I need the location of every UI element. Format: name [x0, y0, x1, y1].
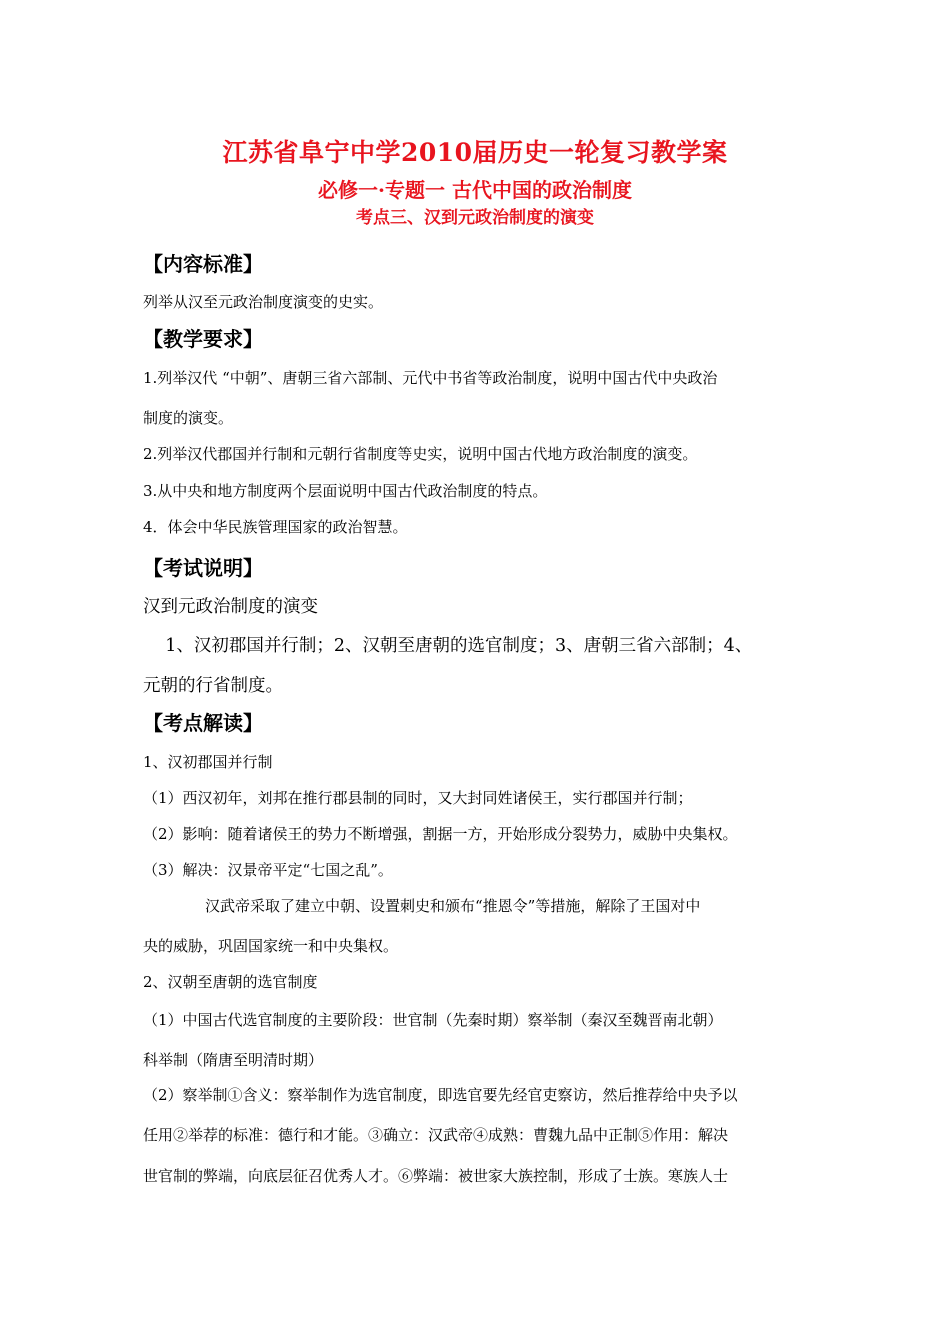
key-point-line: 科举制（隋唐至明清时期）	[143, 1051, 324, 1069]
key-point-line: （2）察举制①含义：察举制作为选官制度，即选官要先经官吏察访，然后推荐给中央予以	[143, 1086, 738, 1104]
key-point-line: 1、汉初郡国并行制	[143, 753, 273, 771]
requirement-line: 1.列举汉代 “中朝”、唐朝三省六部制、元代中书省等政治制度，说明中国古代中央政治	[143, 369, 718, 387]
heading-teaching-requirements: 【教学要求】	[143, 327, 263, 351]
key-point-line: （2）影响：随着诸侯王的势力不断增强，割据一方，开始形成分裂势力，威胁中央集权。	[143, 825, 738, 843]
heading-exam-notes: 【考试说明】	[143, 556, 263, 580]
document-topic: 考点三、汉到元政治制度的演变	[356, 208, 594, 228]
requirement-line: 4．体会中华民族管理国家的政治智慧。	[143, 518, 408, 536]
exam-notes-line: 1、汉初郡国并行制；2、汉朝至唐朝的选官制度；3、唐朝三省六部制；4、	[143, 636, 753, 656]
key-point-line: （1）西汉初年，刘邦在推行郡县制的同时，又大封同姓诸侯王，实行郡国并行制；	[143, 789, 693, 807]
document-subtitle: 必修一·专题一 古代中国的政治制度	[318, 178, 632, 202]
exam-notes-line: 元朝的行省制度。	[143, 676, 283, 696]
heading-key-points: 【考点解读】	[143, 711, 263, 735]
requirement-line: 3.从中央和地方制度两个层面说明中国古代政治制度的特点。	[143, 482, 548, 500]
content-standard-line: 列举从汉至元政治制度演变的史实。	[143, 293, 384, 311]
key-point-line: 央的威胁，巩固国家统一和中央集权。	[143, 937, 399, 955]
key-point-line: 任用②举荐的标准：德行和才能。③确立：汉武帝④成熟：曹魏九品中正制⑤作用：解决	[143, 1126, 729, 1144]
document-title: 江苏省阜宁中学2010届历史一轮复习教学案	[222, 138, 728, 167]
key-point-line: （1）中国古代选官制度的主要阶段：世官制（先秦时期）察举制（秦汉至魏晋南北朝）	[143, 1011, 723, 1029]
key-point-line: 2、汉朝至唐朝的选官制度	[143, 973, 318, 991]
requirement-line: 制度的演变。	[143, 409, 234, 427]
key-point-line: （3）解决：汉景帝平定“七国之乱”。	[143, 861, 393, 879]
key-point-line: 汉武帝采取了建立中朝、设置刺史和颁布“推恩令”等措施，解除了王国对中	[143, 897, 701, 915]
requirement-line: 2.列举汉代郡国并行制和元朝行省制度等史实，说明中国古代地方政治制度的演变。	[143, 445, 698, 463]
heading-content-standard: 【内容标准】	[143, 252, 263, 276]
key-point-line: 世官制的弊端，向底层征召优秀人才。⑥弊端：被世家大族控制，形成了士族。寒族人士	[143, 1167, 729, 1185]
exam-notes-line: 汉到元政治制度的演变	[143, 597, 318, 617]
